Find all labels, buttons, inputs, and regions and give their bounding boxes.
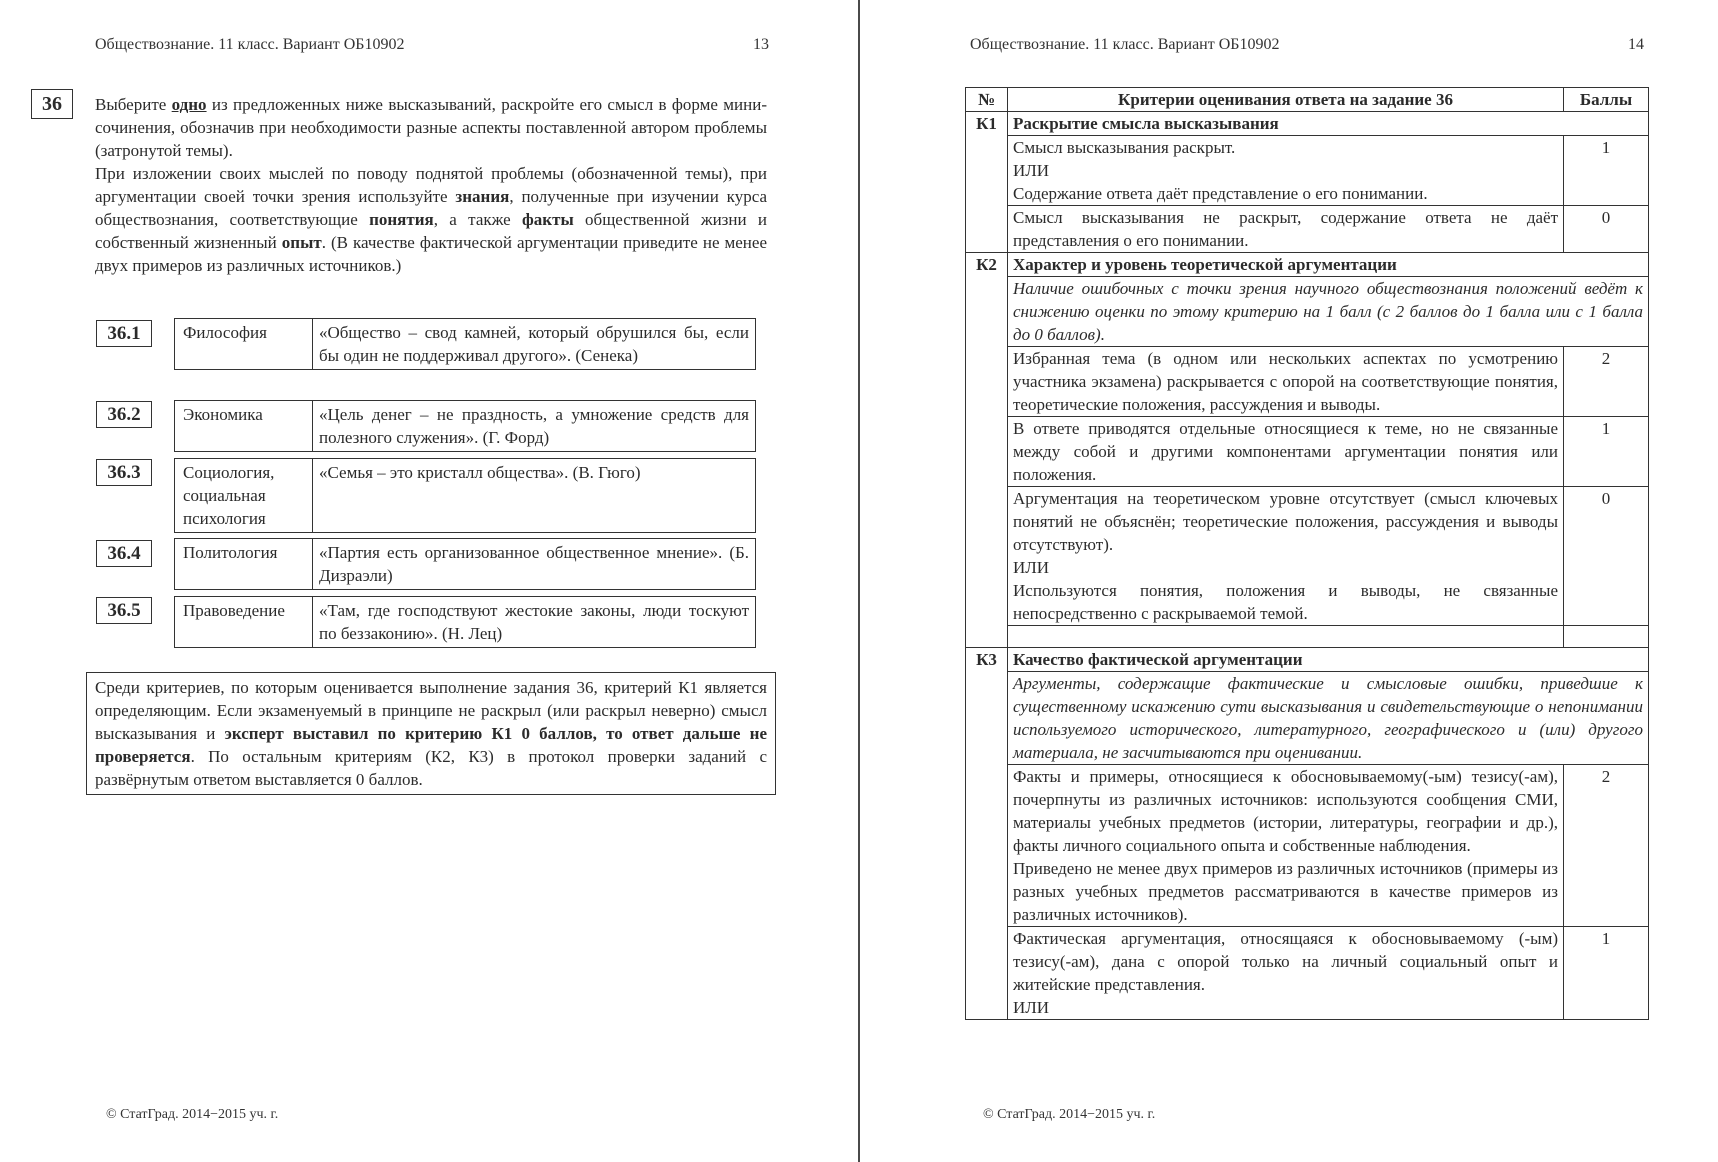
criterion-points: 1 [1564, 927, 1649, 1020]
option-number: 36.4 [96, 540, 152, 567]
table-row [966, 765, 1649, 927]
criterion-points: 2 [1564, 347, 1649, 417]
option-number: 36.5 [96, 597, 152, 624]
empty-cell [1564, 626, 1649, 648]
task-instructions [95, 93, 767, 277]
option-box [174, 400, 756, 452]
page-header: Обществознание. 11 класс. Вариант ОБ10902 [970, 36, 1280, 53]
table-row [966, 277, 1649, 347]
option-field: Социология, социальная психология [175, 459, 313, 532]
instruction-paragraph: При изложении своих мыслей по поводу поднятой проблемы (обозначенной темы), при аргументации своей точки зрения используйте знания, полученные при изучении курса обществознания, соответствующие понятия, а также факты общественной жизни и собственный жизненный опыт. (В качестве фактической аргументации приведите не менее двух примеров из различных источников.) [95, 164, 768, 275]
criterion-text: Факты и примеры, относящиеся к обосновываемому(-ым) тезису(-ам), почерпнуты из различных источников: используются сообщения СМИ, материалы учебных предметов (истории, литературы, географии и др.), факты личного социального опыта и собственные наблюдения. Приведено не менее двух примеров из различных источников (примеры из разных учебных предметов рассматриваются в качестве примеров из различных источников). [1008, 765, 1564, 927]
criterion-points: 0 [1564, 206, 1649, 253]
emphasis-one: одно [171, 95, 207, 114]
criteria-table [965, 87, 1649, 1020]
header-points: Баллы [1564, 88, 1649, 112]
criterion-points: 2 [1564, 765, 1649, 927]
option-box [174, 318, 756, 370]
table-row [966, 206, 1649, 253]
table-row [966, 648, 1649, 672]
option-field: Правоведение [175, 597, 313, 647]
option-field: Экономика [175, 401, 313, 451]
criterion-points: 0 [1564, 487, 1649, 626]
option-quote: «Общество – свод камней, который обрушился бы, если бы один не поддерживал другого». (Сенека) [319, 323, 749, 365]
page-number: 14 [1628, 36, 1644, 53]
page-header: Обществознание. 11 класс. Вариант ОБ10902 [95, 36, 405, 53]
table-row [966, 927, 1649, 1020]
page-number: 13 [753, 36, 769, 53]
option-quote: «Цель денег – не праздность, а умножение средств для полезного служения». (Г. Форд) [319, 405, 749, 447]
criterion-note: Аргументы, содержащие фактические и смысловые ошибки, приведшие к существенному искажению сути высказывания и свидетельствующие о непонимании используемого исторического, литературного, географического и (или) другого материала, не засчитываются при оценивании. [1008, 672, 1649, 765]
criterion-code: К3 [966, 648, 1008, 1020]
instruction-paragraph: Выберите одно из предложенных ниже высказываний, раскройте его смысл в форме мини-сочинения, обозначив при необходимости разные аспекты поставленной автором проблемы (затронутой темы). [95, 95, 767, 160]
criterion-code: К2 [966, 253, 1008, 648]
option-number: 36.2 [96, 401, 152, 428]
page-footer: © СтатГрад. 2014−2015 уч. г. [106, 1107, 279, 1122]
criterion-text: Аргументация на теоретическом уровне отсутствует (смысл ключевых понятий не объяснён; теоретические положения, рассуждения и выводы отсутствуют). ИЛИ Используются понятия, положения и выводы, не связанные непосредственно с раскрываемой темой. [1008, 487, 1564, 626]
page-footer: © СтатГрад. 2014−2015 уч. г. [983, 1107, 1156, 1122]
criterion-text: Избранная тема (в одном или нескольких аспектах по усмотрению участника экзамена) раскрывается с опорой на соответствующие понятия, теоретические положения, рассуждения и выводы. [1008, 347, 1564, 417]
criterion-text: Фактическая аргументация, относящаяся к обосновываемому (-ым) тезису(-ам), дана с опорой только на личный социальный опыт и житейские представления. ИЛИ [1008, 927, 1564, 1020]
table-row [966, 253, 1649, 277]
header-num: № [966, 88, 1008, 112]
option-number: 36.1 [96, 320, 152, 347]
option-field: Политология [175, 539, 313, 589]
criterion-points: 1 [1564, 417, 1649, 487]
table-row [966, 672, 1649, 765]
grading-note: Среди критериев, по которым оценивается выполнение задания 36, критерий К1 является определяющим. Если экзаменуемый в принципе не раскрыл (или раскрыл неверно) смысл высказывания и эксперт выставил по критерию К1 0 баллов, то ответ дальше не проверяется. По остальным критериям (К2, К3) в протокол проверки заданий с развёрнутым ответом выставляется 0 баллов. [86, 672, 776, 795]
empty-cell [1008, 626, 1564, 648]
criterion-text: Смысл высказывания не раскрыт, содержание ответа не даёт представления о его понимании. [1008, 206, 1564, 253]
table-row [966, 487, 1649, 626]
option-box [174, 458, 756, 533]
table-row-empty [966, 626, 1649, 648]
option-box [174, 538, 756, 590]
option-field: Философия [175, 319, 313, 369]
criterion-points: 1 [1564, 136, 1649, 206]
criterion-code: К1 [966, 112, 1008, 253]
criterion-title: Качество фактической аргументации [1008, 648, 1649, 672]
table-row [966, 136, 1649, 206]
task-number: 36 [31, 89, 73, 119]
criterion-note: Наличие ошибочных с точки зрения научного обществознания положений ведёт к снижению оценки по этому критерию на 1 балл (с 2 баллов до 1 балла или с 1 балла до 0 баллов). [1008, 277, 1649, 347]
table-row [966, 417, 1649, 487]
option-quote: «Семья – это кристалл общества». (В. Гюго) [319, 463, 641, 482]
right-page [860, 0, 1718, 1162]
criterion-title: Раскрытие смысла высказывания [1008, 112, 1649, 136]
table-row [966, 347, 1649, 417]
criterion-text: В ответе приводятся отдельные относящиеся к теме, но не связанные между собой и другими компонентами аргументации понятия или положения. [1008, 417, 1564, 487]
table-row [966, 112, 1649, 136]
criterion-text: Смысл высказывания раскрыт. ИЛИ Содержание ответа даёт представление о его понимании. [1008, 136, 1564, 206]
option-box [174, 596, 756, 648]
option-quote: «Партия есть организованное общественное мнение». (Б. Дизраэли) [319, 543, 749, 585]
option-quote: «Там, где господствуют жестокие законы, люди тоскуют по беззаконию». (Н. Лец) [319, 601, 749, 643]
criterion-title: Характер и уровень теоретической аргументации [1008, 253, 1649, 277]
table-header-row [966, 88, 1649, 112]
option-number: 36.3 [96, 459, 152, 486]
header-criteria: Критерии оценивания ответа на задание 36 [1008, 88, 1564, 112]
left-page [0, 0, 858, 1162]
